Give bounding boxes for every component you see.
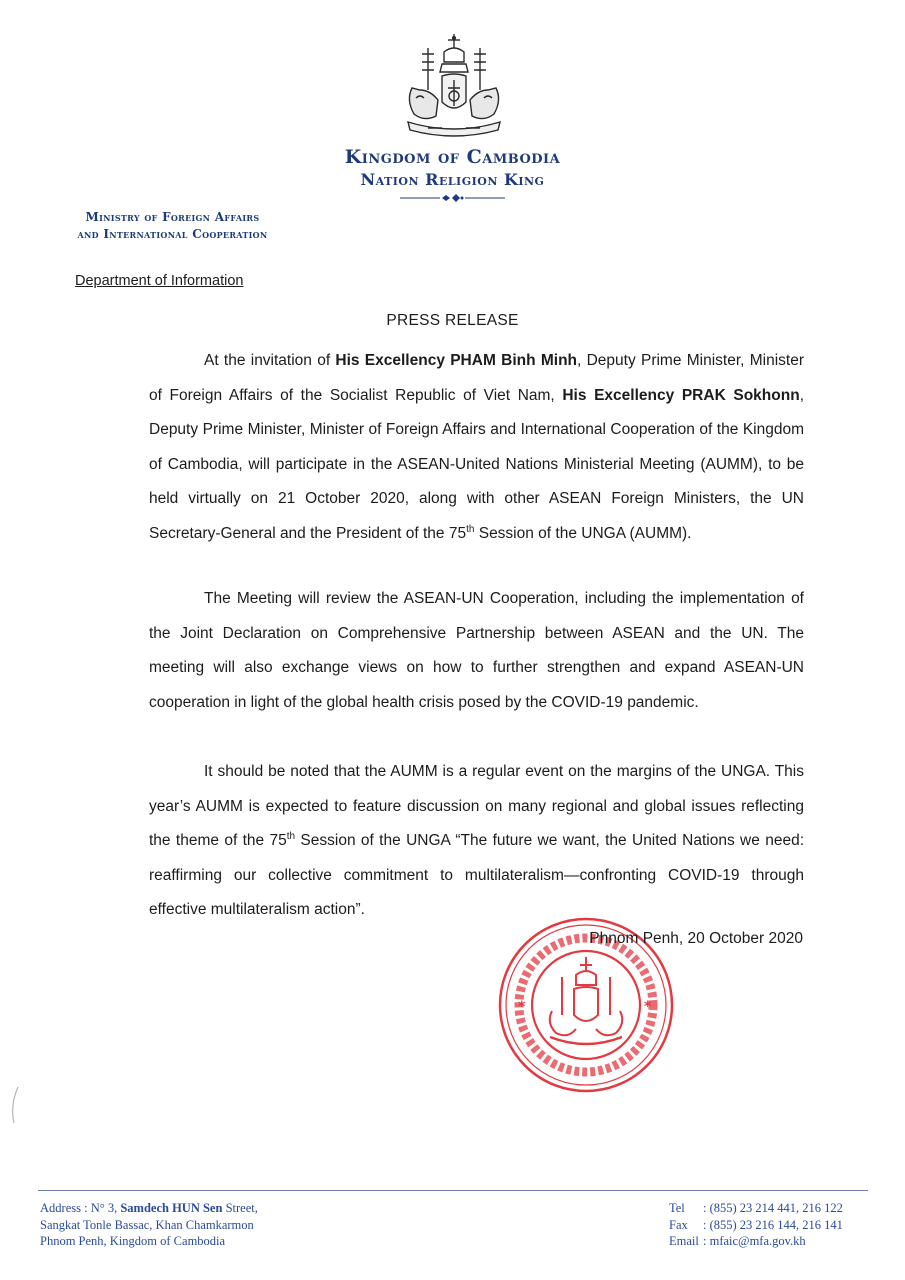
address-line-1 bbox=[40, 1200, 258, 1217]
footer-divider bbox=[38, 1190, 868, 1191]
document-title: PRESS RELEASE bbox=[386, 312, 519, 329]
footer-address bbox=[40, 1200, 258, 1250]
email-label: Email bbox=[669, 1234, 699, 1248]
svg-text:*: * bbox=[518, 999, 526, 1015]
ordinal-suffix: th bbox=[286, 830, 296, 842]
email-value[interactable]: : mfaic@mfa.gov.kh bbox=[703, 1234, 806, 1248]
margin-mark bbox=[8, 1085, 22, 1125]
address-line-3: Phnom Penh, Kingdom of Cambodia bbox=[40, 1234, 226, 1248]
tel-label: Tel bbox=[669, 1201, 685, 1215]
ministry-name-line1: Ministry of Foreign Affairs bbox=[85, 210, 260, 224]
ministry-name-line2: and International Cooperation bbox=[77, 227, 268, 241]
national-motto: Nation Religion King bbox=[360, 170, 545, 189]
paragraph-3 bbox=[149, 755, 804, 928]
place-and-date: Phnom Penh, 20 October 2020 bbox=[589, 930, 803, 947]
fax-label: Fax bbox=[669, 1217, 688, 1232]
royal-emblem-icon bbox=[398, 30, 510, 140]
tel-value: : (855) 23 214 441, 216 122 bbox=[703, 1201, 843, 1215]
contact-email bbox=[669, 1233, 843, 1250]
paragraph-1-text: , Deputy Prime Minister, Minister of Foreign Affairs of the Socialist Republic of Viet Nam, bbox=[149, 352, 804, 404]
paragraph-1-text: Session of the UNGA (AUMM). bbox=[474, 524, 692, 542]
address-street-name: Samdech HUN Sen bbox=[120, 1201, 223, 1215]
country-name: Kingdom of Cambodia bbox=[344, 146, 561, 168]
contact-fax bbox=[669, 1217, 843, 1234]
department-label: Department of Information bbox=[75, 273, 244, 289]
paragraph-1-text: , Deputy Prime Minister, Minister of Foreign Affairs and International Cooperation of the Kingdom of Cambodia, will participate in the ASEAN-United Nations Ministerial Meeting (AUMM), to be held virtually on 21 October 2020, along with other ASEAN Foreign Ministers, the UN Secretary-General and the President of the 75 bbox=[149, 386, 804, 542]
svg-text:*: * bbox=[644, 999, 652, 1015]
paragraph-1-bold-name-2: His Excellency PRAK Sokhonn bbox=[562, 386, 800, 404]
paragraph-1-text: At the invitation of bbox=[204, 352, 336, 369]
paragraph-2: The Meeting will review the ASEAN-UN Cooperation, including the implementation of the Joint Declaration on Comprehensive Partnership between ASEAN and the UN. The meeting will also exchange views on how to further strengthen and expand ASEAN-UN cooperation in light of the global health crisis posed by the COVID-19 pandemic. bbox=[149, 590, 804, 711]
paragraph-1 bbox=[149, 344, 804, 551]
contact-tel bbox=[669, 1200, 843, 1217]
fax-value: : (855) 23 216 144, 216 141 bbox=[703, 1217, 843, 1232]
paragraph-3-text: It should be noted that the AUMM is a regular event on the margins of the UNGA. This year’s AUMM is expected to feature discussion on many regional and global issues reflecting the theme of the 75 bbox=[149, 763, 804, 849]
address-suffix: Street, bbox=[222, 1201, 258, 1215]
paragraph-3-text: Session of the UNGA “The future we want, the United Nations we need: reaffirming our collective commitment to multilateralism—confronting COVID-19 through effective multilateralism action”. bbox=[149, 832, 804, 918]
address-prefix: Address : N° 3, bbox=[40, 1201, 121, 1215]
ornamental-divider bbox=[400, 192, 505, 204]
address-line-2: Sangkat Tonle Bassac, Khan Chamkarmon bbox=[40, 1217, 254, 1232]
paragraph-1-bold-name-1: His Excellency PHAM Binh Minh bbox=[335, 352, 578, 369]
footer-contacts bbox=[669, 1200, 843, 1250]
ordinal-suffix: th bbox=[466, 523, 475, 535]
